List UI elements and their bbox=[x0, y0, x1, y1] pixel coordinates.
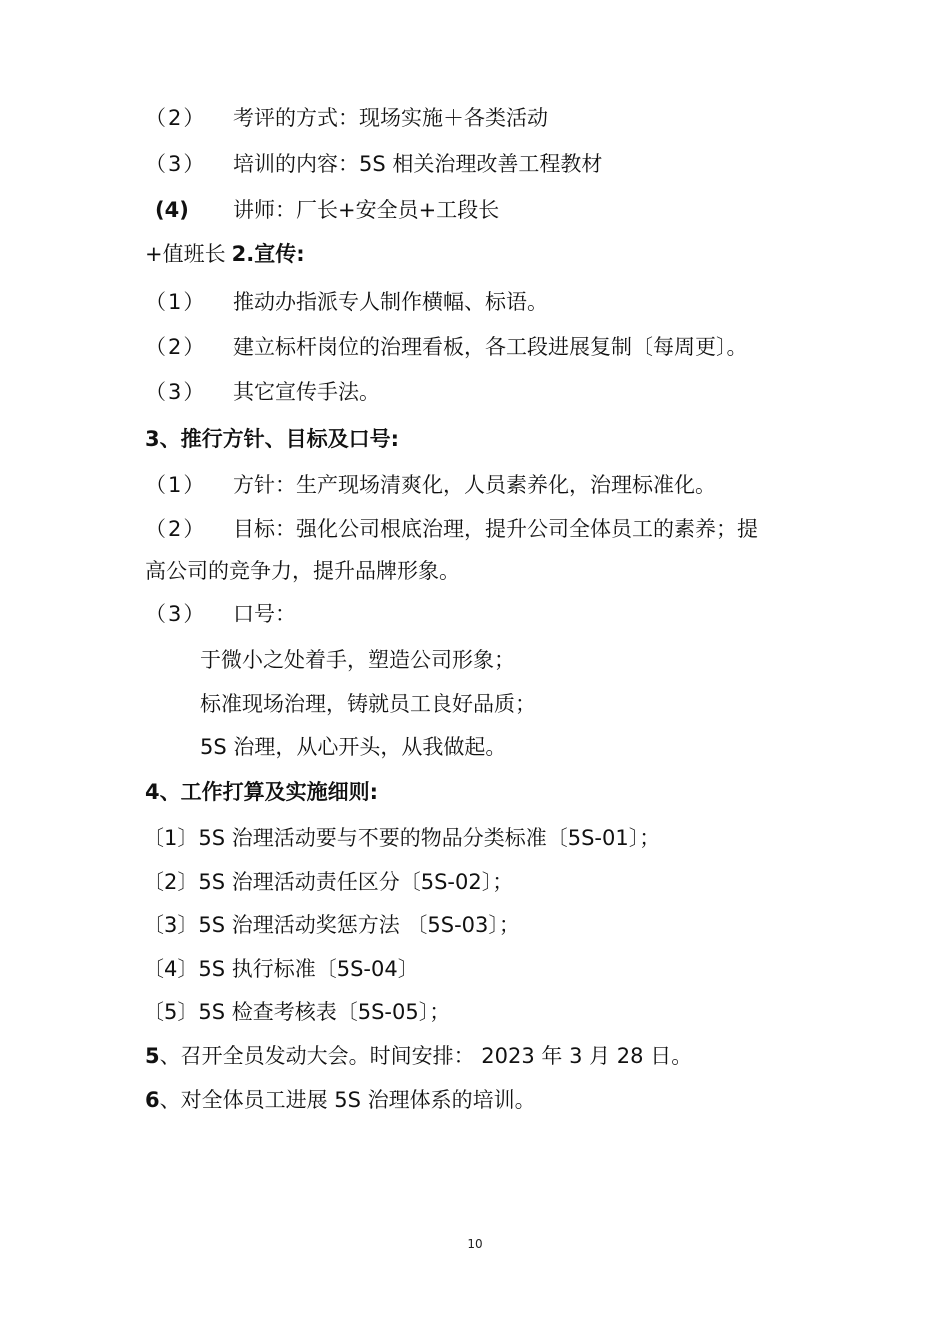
policy-item-1 bbox=[145, 471, 716, 499]
slogan-line: 于微小之处着手，塑造公司形象； bbox=[200, 648, 515, 672]
item-text: 、召开全员发动大会。时间安排： 2023 年 3 月 28 日。 bbox=[159, 1044, 693, 1068]
section-heading-plan: 4、工作打算及实施细则: bbox=[145, 780, 379, 804]
item-number: （2） bbox=[145, 517, 207, 541]
item-text: 、对全体员工进展 5S 治理体系的培训。 bbox=[159, 1088, 536, 1112]
continuation-text: +值班长 bbox=[145, 242, 226, 266]
item-number: (4) bbox=[155, 198, 189, 222]
item-number: （1） bbox=[145, 473, 207, 497]
publicity-item-1 bbox=[145, 288, 548, 316]
policy-item-2-continuation: 高公司的竞争力，提升品牌形象。 bbox=[145, 559, 460, 583]
training-item-4 bbox=[145, 196, 499, 224]
item-text: 推动办指派专人制作横幅、标语。 bbox=[233, 290, 548, 314]
item-text: 讲师：厂长+安全员+工段长 bbox=[233, 198, 500, 222]
item-text: 口号： bbox=[233, 602, 296, 626]
item-number: （3） bbox=[145, 602, 207, 626]
item-number: （3） bbox=[145, 380, 207, 404]
policy-item-3 bbox=[145, 600, 296, 628]
policy-item-2 bbox=[145, 515, 758, 543]
section-heading-policy: 3、推行方针、目标及口号: bbox=[145, 427, 400, 451]
section-heading-publicity: 2.宣传: bbox=[231, 242, 305, 266]
item-text: 其它宣传手法。 bbox=[233, 380, 380, 404]
item-text: 目标：强化公司根底治理，提升公司全体员工的素养；提 bbox=[233, 517, 758, 541]
item-number: （2） bbox=[145, 106, 207, 130]
plan-item: 〔5〕5S 检查考核表〔5S-05〕； bbox=[143, 1000, 451, 1024]
item-number: 5 bbox=[145, 1044, 160, 1068]
item-text: 方针：生产现场清爽化，人员素养化，治理标准化。 bbox=[233, 473, 716, 497]
training-item-2 bbox=[145, 104, 548, 132]
slogan-line: 标准现场治理，铸就员工良好品质； bbox=[200, 692, 536, 716]
training-all-item bbox=[145, 1086, 536, 1114]
item-number: （2） bbox=[145, 335, 207, 359]
training-continuation bbox=[145, 240, 305, 268]
plan-item: 〔4〕5S 执行标准〔5S-04〕 bbox=[143, 957, 419, 981]
training-item-3 bbox=[145, 150, 602, 178]
plan-item: 〔3〕5S 治理活动奖惩方法 〔5S-03〕； bbox=[143, 913, 520, 937]
item-number: 6 bbox=[145, 1088, 160, 1112]
plan-item: 〔2〕5S 治理活动责任区分〔5S-02〕； bbox=[143, 870, 514, 894]
slogan-line: 5S 治理，从心开头，从我做起。 bbox=[200, 735, 507, 759]
item-text: 建立标杆岗位的治理看板，各工段进展复制〔每周更〕。 bbox=[233, 335, 748, 359]
plan-item: 〔1〕5S 治理活动要与不要的物品分类标准〔5S-01〕； bbox=[143, 826, 661, 850]
publicity-item-2 bbox=[145, 333, 748, 361]
item-number: （3） bbox=[145, 152, 207, 176]
item-text: 培训的内容：5S 相关治理改善工程教材 bbox=[233, 152, 603, 176]
item-text: 考评的方式：现场实施＋各类活动 bbox=[233, 106, 548, 130]
page-number: 10 bbox=[467, 1237, 483, 1251]
meeting-item bbox=[145, 1042, 692, 1070]
item-number: （1） bbox=[145, 290, 207, 314]
publicity-item-3 bbox=[145, 378, 380, 406]
